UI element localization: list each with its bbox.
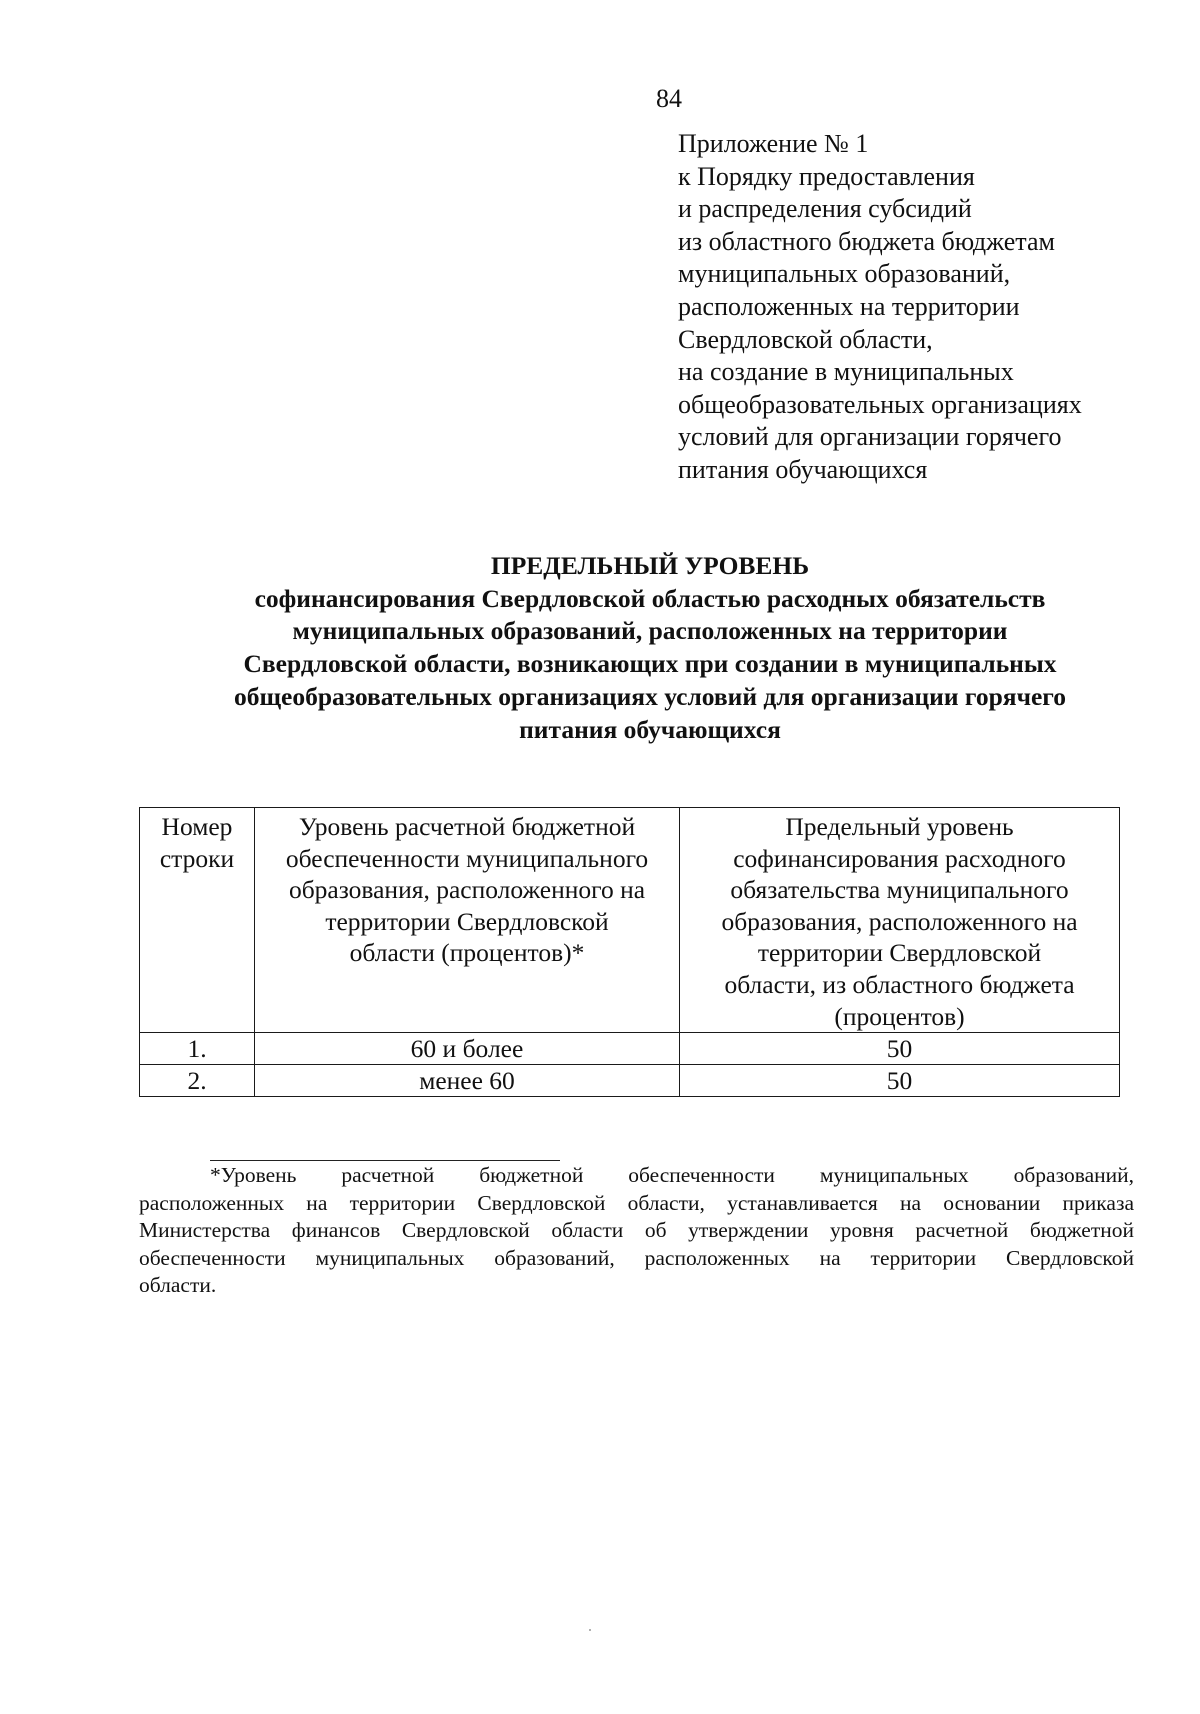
title-line: Свердловской области, возникающих при создании в муниципальных xyxy=(243,649,1057,679)
table-row xyxy=(140,1033,1120,1065)
footnote xyxy=(139,1162,1134,1300)
scan-speck xyxy=(589,1629,591,1631)
appendix-line: общеобразовательных организациях xyxy=(678,389,1082,419)
appendix-line: муниципальных образований, xyxy=(678,259,1011,289)
row-number-cell: 1. xyxy=(140,1033,255,1065)
header-cofinancing-limit: Предельный уровень софинансирования расходного обязательства муниципального образования, расположенного на территории Свердловской области, из областного бюджета (процентов) xyxy=(680,808,1120,1033)
appendix-line: расположенных на территории xyxy=(678,291,1020,321)
cofinancing-limit-cell: 50 xyxy=(680,1065,1120,1097)
title-line: ПРЕДЕЛЬНЫЙ УРОВЕНЬ xyxy=(490,551,810,580)
appendix-line: на создание в муниципальных xyxy=(678,357,1014,387)
footnote-line: обеспеченности муниципальных образований, расположенных на территории Свердловской xyxy=(139,1245,1134,1270)
appendix-line: условий для организации горячего xyxy=(678,422,1062,452)
appendix-line: Приложение № 1 xyxy=(678,129,869,158)
appendix-line: к Порядку предоставления xyxy=(678,161,975,191)
header-budget-level: Уровень расчетной бюджетной обеспеченности муниципального образования, расположенного на территории Свердловской области (процентов)* xyxy=(255,808,680,1033)
appendix-header xyxy=(678,128,1148,487)
footnote-line: Министерства финансов Свердловской области об утверждении уровня расчетной бюджетной xyxy=(139,1218,1134,1242)
footnote-separator xyxy=(210,1160,560,1161)
cofinancing-limit-cell: 50 xyxy=(680,1033,1120,1065)
page-number: 84 xyxy=(656,84,682,113)
budget-level-cell: менее 60 xyxy=(255,1065,680,1097)
table-row xyxy=(140,1065,1120,1097)
appendix-line: из областного бюджета бюджетам xyxy=(678,226,1055,256)
footnote-line: расположенных на территории Свердловской области, устанавливается на основании приказа xyxy=(139,1190,1134,1215)
footnote-line: области. xyxy=(139,1273,217,1297)
appendix-line: питания обучающихся xyxy=(678,454,928,484)
cofinancing-table xyxy=(139,807,1120,1097)
title-line: общеобразовательных организациях условий для организации горячего xyxy=(234,681,1066,711)
title-line: питания обучающихся xyxy=(519,714,781,744)
header-row-number: Номер строки xyxy=(140,808,255,1033)
footnote-line: *Уровень расчетной бюджетной обеспеченности муниципальных образований, xyxy=(210,1163,1134,1187)
title-line: муниципальных образований, расположенных на территории xyxy=(292,616,1008,646)
budget-level-cell: 60 и более xyxy=(255,1033,680,1065)
title-line: софинансирования Свердловской областью расходных обязательств xyxy=(254,583,1046,613)
row-number-cell: 2. xyxy=(140,1065,255,1097)
appendix-line: и распределения субсидий xyxy=(678,194,972,224)
appendix-line: Свердловской области, xyxy=(678,324,933,354)
table-header-row xyxy=(140,808,1120,1033)
document-title xyxy=(100,550,1200,746)
